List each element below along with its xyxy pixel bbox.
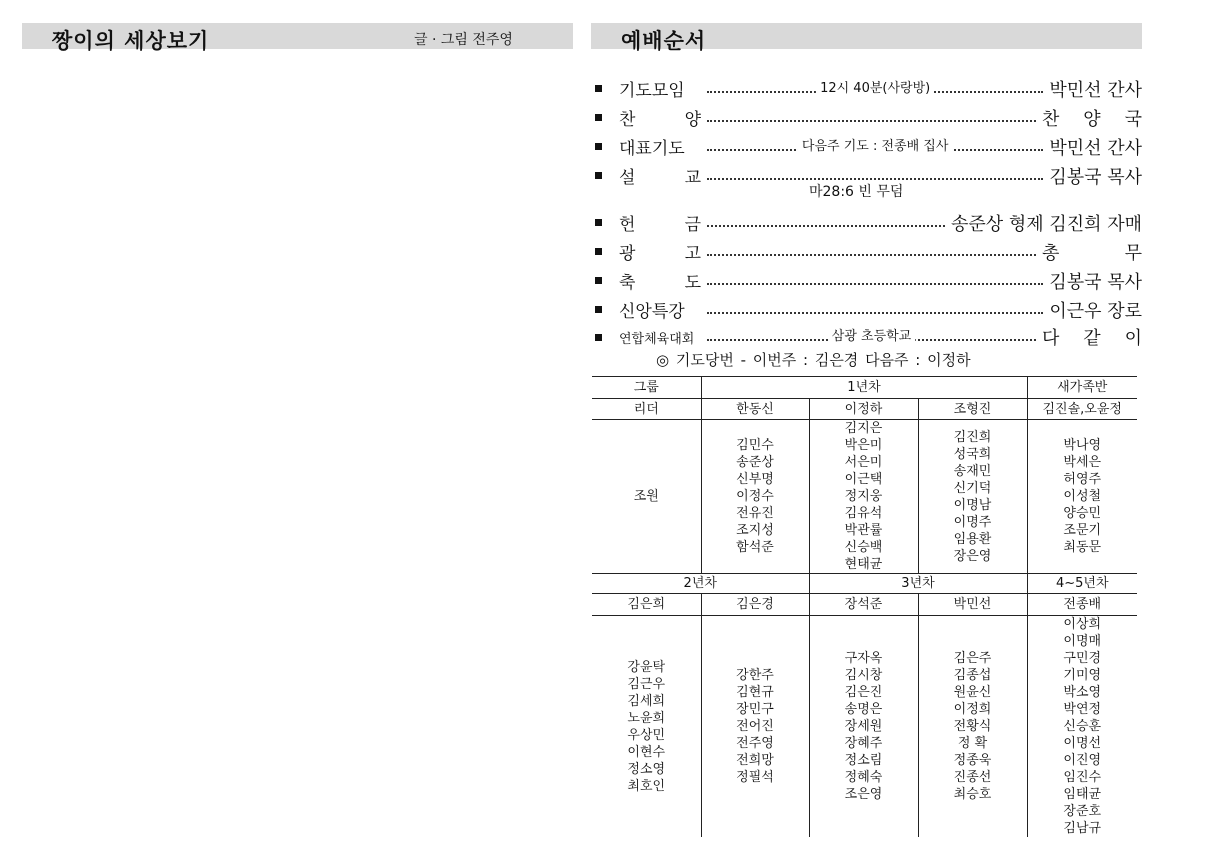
member-name: 장세원 <box>844 719 883 734</box>
member-name: 김유석 <box>844 506 883 521</box>
leader-cell: 김은희 <box>592 594 701 616</box>
member-name: 전유진 <box>736 506 774 521</box>
member-name: 우상민 <box>627 727 666 743</box>
order-person: 송준상 형제 김진희 자매 <box>950 213 1142 235</box>
dotted-leader <box>707 243 1036 261</box>
dotted-leader <box>707 214 945 232</box>
dotted-leader <box>707 301 1043 319</box>
bullet-square-icon <box>595 277 602 284</box>
order-row <box>594 266 1142 295</box>
order-label: 찬 양 <box>619 110 701 130</box>
member-list <box>918 616 1027 838</box>
order-note: 12시 40분(사랑방) <box>816 80 934 98</box>
member-list <box>809 420 918 574</box>
member-name: 서은미 <box>844 455 883 470</box>
order-label: 연합체육대회 <box>619 331 695 347</box>
bullet-square-icon <box>595 334 602 341</box>
member-name: 김남규 <box>1063 821 1102 836</box>
worship-order-list <box>594 74 1142 350</box>
member-name: 신승훈 <box>1063 719 1102 734</box>
bullet-square-icon <box>595 114 602 121</box>
member-name: 박관률 <box>844 523 883 538</box>
member-list <box>918 420 1027 574</box>
member-name: 박은미 <box>844 438 883 453</box>
member-name: 정지웅 <box>844 489 883 504</box>
order-note: 삼광 초등학교 <box>828 328 915 346</box>
order-person: 이근우 장로 <box>1049 300 1142 322</box>
order-label: 축 도 <box>619 273 701 293</box>
order-note: 다음주 기도 : 전종배 집사 <box>798 138 953 156</box>
member-list <box>1027 420 1137 574</box>
column-credit: 글 · 그림 전주영 <box>414 32 513 48</box>
leader-cell: 이정하 <box>809 399 918 420</box>
order-label: 광 고 <box>619 244 701 264</box>
order-row <box>594 132 1142 161</box>
member-name: 송명은 <box>844 702 883 717</box>
member-name: 송준상 <box>736 455 774 470</box>
leader-cell: 박민선 <box>918 594 1027 616</box>
column-title: 짱이의 세상보기 <box>52 29 210 53</box>
member-name: 정소림 <box>844 753 883 768</box>
bullet-square-icon <box>595 172 602 179</box>
member-name: 성국희 <box>953 446 992 462</box>
member-name: 강한주 <box>736 668 774 683</box>
worship-order-title: 예배순서 <box>621 29 707 53</box>
order-label: 기도모임 <box>619 81 685 101</box>
member-list <box>701 616 809 838</box>
order-label: 헌 금 <box>619 215 701 235</box>
member-name: 박연정 <box>1063 702 1102 717</box>
member-name: 이진영 <box>1063 753 1102 768</box>
member-name: 정 확 <box>957 736 988 751</box>
member-name: 정소영 <box>627 761 666 777</box>
member-name: 정혜숙 <box>844 770 883 785</box>
member-name: 박나영 <box>1063 438 1102 453</box>
year45-header: 4~5년차 <box>1027 574 1137 594</box>
order-person: 다 같 이 <box>1042 328 1142 349</box>
member-name: 이성철 <box>1063 489 1102 504</box>
member-name: 이명남 <box>953 497 992 513</box>
member-name: 강윤탁 <box>627 659 666 675</box>
member-name: 조문기 <box>1063 523 1102 538</box>
order-label: 대표기도 <box>619 139 685 159</box>
member-name: 이근택 <box>844 472 883 487</box>
member-name: 김근우 <box>627 676 666 692</box>
member-name: 이상희 <box>1063 617 1102 632</box>
dotted-leader <box>707 138 1043 156</box>
small-group-table <box>592 376 1137 837</box>
dotted-leader <box>707 328 1036 346</box>
leader-cell: 한동신 <box>701 399 809 420</box>
member-name: 장은영 <box>953 548 992 564</box>
member-name: 이현수 <box>627 744 666 760</box>
member-name: 기미영 <box>1063 668 1102 683</box>
member-name: 박소영 <box>1063 685 1102 700</box>
leader-cell: 전종배 <box>1027 594 1137 616</box>
member-name: 김현규 <box>736 685 774 700</box>
member-name: 최승호 <box>953 787 992 802</box>
order-person: 김봉국 목사 <box>1049 271 1142 293</box>
member-name: 현태균 <box>844 557 883 572</box>
member-name: 진종선 <box>953 770 992 785</box>
member-name: 김은진 <box>844 685 883 700</box>
member-name: 허영주 <box>1063 472 1102 487</box>
member-name: 노윤희 <box>627 710 666 726</box>
year1-header: 1년차 <box>701 377 1027 399</box>
newfamily-header: 새가족반 <box>1027 377 1137 399</box>
order-row <box>594 237 1142 266</box>
bullet-square-icon <box>595 248 602 255</box>
member-name: 이명주 <box>953 514 992 530</box>
year2-header: 2년차 <box>592 574 809 594</box>
member-list <box>701 420 809 574</box>
order-row <box>594 74 1142 103</box>
leader-cell: 김은경 <box>701 594 809 616</box>
member-name: 전황식 <box>953 719 992 734</box>
member-name: 구자옥 <box>844 651 883 666</box>
dotted-leader <box>707 272 1043 290</box>
member-name: 정필석 <box>736 770 774 785</box>
member-name: 이명매 <box>1063 634 1102 649</box>
member-list <box>592 616 701 838</box>
bullet-square-icon <box>595 85 602 92</box>
member-name: 송재민 <box>953 463 992 479</box>
bullet-square-icon <box>595 219 602 226</box>
member-name: 김진희 <box>953 429 992 445</box>
prayer-duty-line: ◎ 기도당번 - 이번주 : 김은경 다음주 : 이정하 <box>656 351 971 369</box>
order-person: 박민선 간사 <box>1049 137 1142 159</box>
member-name: 원윤신 <box>953 685 992 700</box>
right-page-header <box>591 23 1142 53</box>
member-name: 이정희 <box>953 702 992 717</box>
member-name: 이명선 <box>1063 736 1102 751</box>
order-person: 총 무 <box>1042 242 1142 264</box>
group-header: 그룹 <box>592 377 701 399</box>
member-name: 구민경 <box>1063 651 1102 666</box>
member-name: 조은영 <box>844 787 883 802</box>
member-name: 신승백 <box>844 540 883 555</box>
member-name: 최호인 <box>627 778 666 794</box>
order-label: 설 교 <box>619 168 701 188</box>
dotted-leader <box>707 109 1036 127</box>
member-name: 김민수 <box>736 438 774 453</box>
member-name: 김종섭 <box>953 668 992 683</box>
member-name: 전희망 <box>736 753 774 768</box>
leader-cell: 장석준 <box>809 594 918 616</box>
order-row <box>594 295 1142 324</box>
member-name: 장혜주 <box>844 736 883 751</box>
member-name: 신기덕 <box>953 480 992 496</box>
member-name: 장민구 <box>736 702 774 717</box>
member-name: 신부명 <box>736 472 774 487</box>
order-row <box>594 324 1142 350</box>
order-row <box>594 103 1142 132</box>
leader-label: 리더 <box>592 399 701 420</box>
member-name: 이정수 <box>736 489 774 504</box>
order-person: 김봉국 목사 <box>1049 166 1142 188</box>
member-name: 임진수 <box>1063 770 1102 785</box>
order-row <box>594 208 1142 237</box>
member-name: 최동문 <box>1063 540 1102 555</box>
member-label: 조원 <box>592 420 701 574</box>
member-name: 함석준 <box>736 540 774 555</box>
order-person: 박민선 간사 <box>1049 79 1142 101</box>
year3-header: 3년차 <box>809 574 1027 594</box>
member-name: 김은주 <box>953 651 992 666</box>
member-name: 양승민 <box>1063 506 1102 521</box>
sermon-scripture: 마28:6 빈 무덤 <box>809 184 904 200</box>
member-name: 장준호 <box>1063 804 1102 819</box>
bullet-square-icon <box>595 306 602 313</box>
member-name: 전어진 <box>736 719 774 734</box>
member-name: 조지성 <box>736 523 774 538</box>
member-name: 김세희 <box>627 693 666 709</box>
leader-cell: 김진솔,오윤정 <box>1027 399 1137 420</box>
member-list <box>809 616 918 838</box>
order-label: 신앙특강 <box>619 302 685 322</box>
leader-cell: 조형진 <box>918 399 1027 420</box>
member-list <box>1027 616 1137 838</box>
member-name: 임용환 <box>953 531 992 547</box>
left-page-header <box>22 23 573 53</box>
member-name: 김시창 <box>844 668 883 683</box>
dotted-leader <box>707 80 1043 98</box>
order-person: 찬 양 국 <box>1042 108 1142 130</box>
member-name: 김지은 <box>844 421 883 436</box>
member-name: 정종욱 <box>953 753 992 768</box>
member-name: 전주영 <box>736 736 774 751</box>
bullet-square-icon <box>595 143 602 150</box>
member-name: 임태균 <box>1063 787 1102 802</box>
member-name: 박세은 <box>1063 455 1102 470</box>
